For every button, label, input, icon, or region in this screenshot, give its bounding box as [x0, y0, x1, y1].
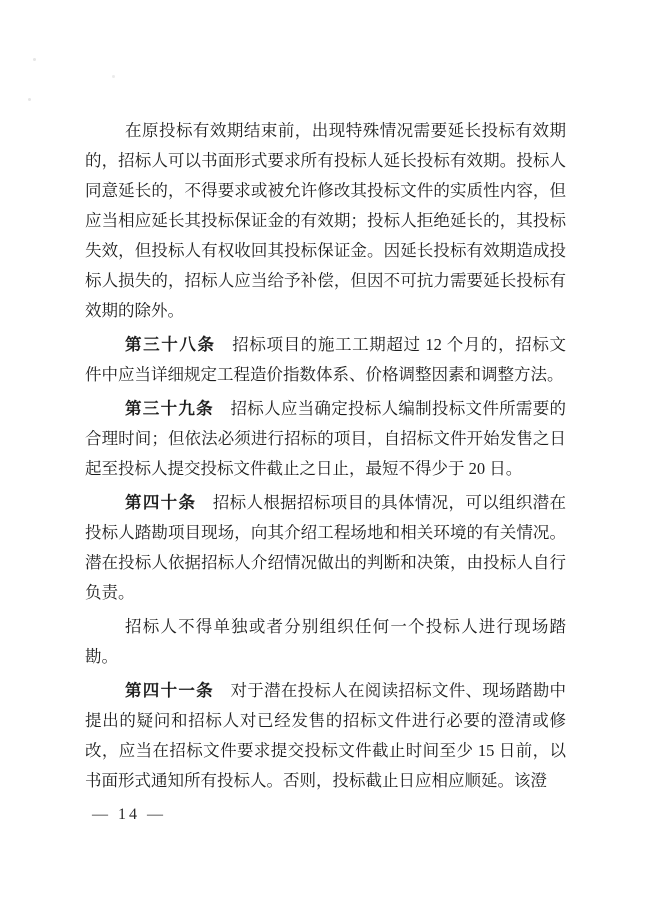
paragraph-article-39: [85, 394, 566, 484]
article-number: 第三十八条: [125, 335, 216, 354]
paragraph-text: 在原投标有效期结束前，出现特殊情况需要延长投标有效期的，招标人可以书面形式要求所有投标人延长投标有效期。投标人同意延长的，不得要求或被允许修改其投标文件的实质性内容，但应当相应延长其投标保证金的有效期；投标人拒绝延长的，其投标失效，但投标人有权收回其投标保证金。因延长投标有效期造成投标人损失的，招标人应当给予补偿，但因不可抗力需要延长投标有效期的除外。: [85, 121, 566, 320]
scan-speck: [112, 75, 115, 78]
paragraph-text: 招标项目的施工工期超过 12 个月的，招标文件中应当详细规定工程造价指数体系、价格调整因素和调整方法。: [85, 335, 567, 384]
paragraph-text: 招标人不得单独或者分别组织任何一个投标人进行现场踏勘。: [85, 617, 566, 666]
page-number: — 14 —: [92, 806, 166, 823]
scan-speck: [28, 98, 31, 101]
paragraph-bid-validity-extension: [85, 116, 566, 326]
paragraph-article-41: [85, 676, 566, 796]
paragraph-text: 招标人根据招标项目的具体情况，可以组织潜在投标人踏勘项目现场，向其介绍工程场地和相关环境的有关情况。潜在投标人依据招标人介绍情况做出的判断和决策，由投标人自行负责。: [85, 493, 567, 602]
paragraph-site-visit-rule: [85, 612, 566, 672]
paragraph-article-38: [85, 330, 566, 390]
paragraph-article-40: [85, 488, 566, 608]
article-number: 第四十一条: [125, 681, 214, 700]
paragraph-text: 招标人应当确定投标人编制投标文件所需要的合理时间；但依法必须进行招标的项目，自招标文件开始发售之日起至投标人提交投标文件截止之日止，最短不得少于 20 日。: [85, 399, 567, 478]
document-body: [85, 116, 566, 800]
scan-speck: [33, 58, 36, 61]
article-number: 第四十条: [125, 493, 197, 512]
article-number: 第三十九条: [125, 399, 214, 418]
paragraph-text: 对于潜在投标人在阅读招标文件、现场踏勘中提出的疑问和招标人对已经发售的招标文件进行必要的澄清或修改，应当在招标文件要求提交投标文件截止时间至少 15 日前，以书面形式通知所有投标人。否则，投标截止日应相应顺延。该澄: [85, 681, 567, 790]
